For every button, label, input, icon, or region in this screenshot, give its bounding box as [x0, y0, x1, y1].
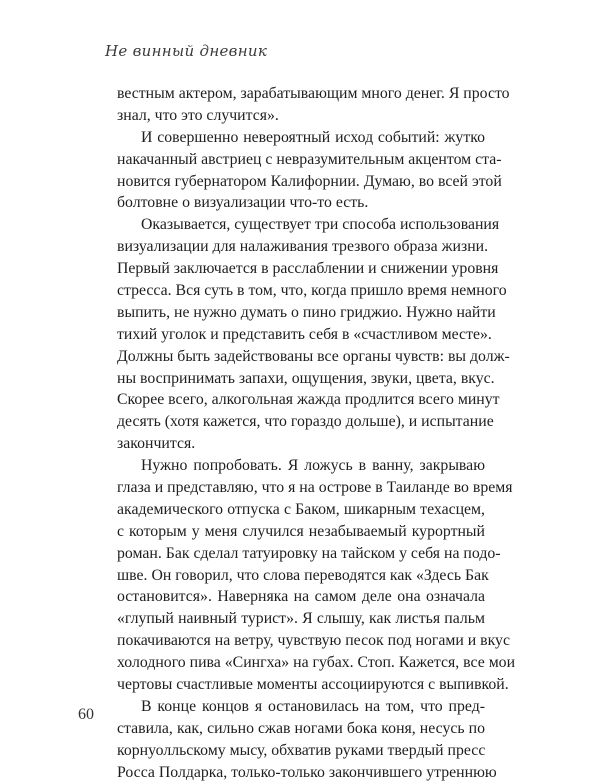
text-line: Скорее всего, алкогольная жажда продлится всего минут	[117, 391, 500, 409]
text-line: остановится». Наверняка на самом деле она означала	[117, 588, 485, 606]
text-line: Должны быть задействованы все органы чувств: вы долж-	[117, 347, 510, 365]
text-line: с которым у меня случился незабываемый курортный	[117, 522, 485, 540]
text-line: болтовне о визуализации что-то есть.	[117, 194, 369, 212]
text-line: накачанный австриец с невразумительным акцентом ста-	[117, 150, 502, 168]
text-line: академического отпуска с Баком, шикарным техасцем,	[117, 500, 485, 518]
text-line: Росса Полдарка, только-только закончившего утреннюю	[117, 763, 497, 781]
text-line: знал, что это случится».	[117, 106, 279, 124]
text-line: И совершенно невероятный исход событий: жутко	[141, 128, 485, 146]
text-line: корнуолльскому мысу, обхватив руками твердый пресс	[117, 741, 486, 759]
text-line: вестным актером, зарабатывающим много денег. Я просто	[117, 85, 510, 102]
text-line: новится губернатором Калифорнии. Думаю, во всей этой	[117, 172, 502, 190]
page-number: 60	[78, 706, 94, 723]
text-line: тихий уголок и представить себя в «счастливом месте».	[117, 325, 492, 343]
text-line: десять (хотя кажется, что гораздо дольше), и испытание	[117, 413, 494, 431]
text-line: «глупый наивный турист». Я слышу, как листья пальм	[117, 610, 485, 628]
text-line: шве. Он говорил, что слова переводятся как «Здесь Бак	[117, 566, 489, 584]
text-line: глаза и представляю, что я на острове в Таиланде во время	[117, 479, 513, 497]
text-line: Нужно попробовать. Я ложусь в ванну, закрываю	[141, 457, 485, 475]
text-line: покачиваются на ветру, чувствую песок под ногами и вкус	[117, 632, 510, 650]
text-line: В конце концов я остановилась на том, что пред-	[141, 697, 485, 715]
text-line: закончится.	[117, 435, 196, 453]
running-header: Не винный дневник	[105, 42, 268, 60]
text-line: роман. Бак сделал татуировку на тайском у себя на подо-	[117, 544, 501, 562]
text-line: Оказывается, существует три способа использования	[141, 216, 500, 234]
text-line: ны воспринимать запахи, ощущения, звуки, цвета, вкус.	[117, 369, 495, 387]
text-line: визуализации для налаживания трезвого образа жизни.	[117, 238, 489, 256]
text-line: холодного пива «Сингха» на губах. Стоп. Кажется, все мои	[117, 654, 516, 672]
text-line: Первый заключается в расслаблении и снижении уровня	[117, 260, 499, 278]
text-line: выпить, не нужно думать о пино гриджио. Нужно найти	[117, 303, 496, 321]
text-line: чертовы счастливые моменты ассоциируются с выпивкой.	[117, 676, 509, 694]
body-text	[117, 83, 516, 784]
text-line: стресса. Вся суть в том, что, когда пришло время немного	[117, 282, 507, 300]
text-line: ставила, как, сильно сжав ногами бока коня, несусь по	[117, 719, 485, 737]
